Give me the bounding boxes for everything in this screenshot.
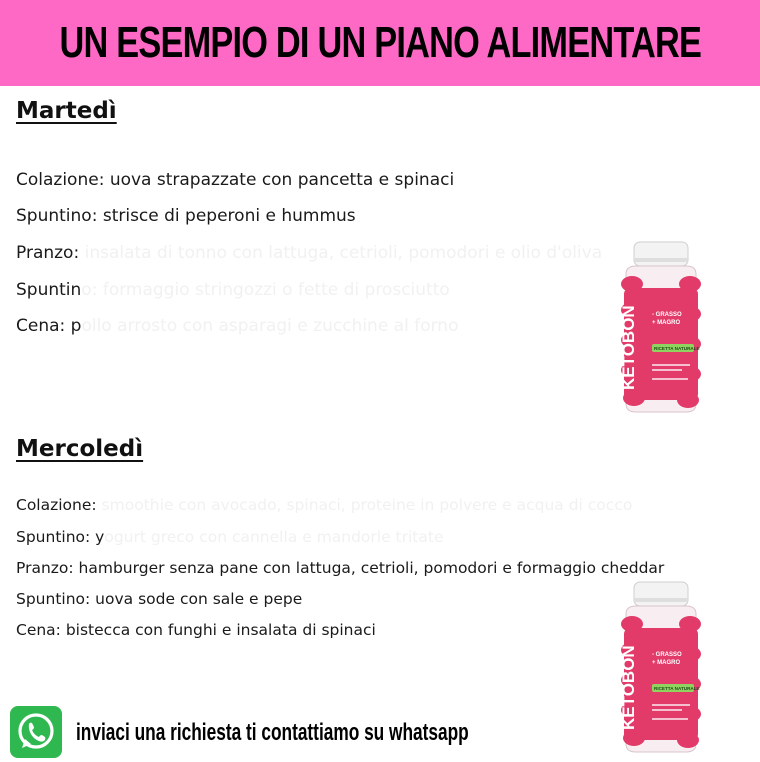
meal-item [16, 170, 454, 190]
product-image [612, 580, 710, 755]
supplement-jar-icon [612, 240, 710, 415]
header-banner [0, 0, 760, 86]
meal-item [16, 559, 664, 577]
meal-text: uova sode con sale e pepe [90, 590, 303, 608]
whatsapp-phone-icon [10, 706, 62, 758]
whatsapp-cta-text[interactable]: inviaci una richiesta ti contattiamo su whatsapp [76, 719, 469, 746]
meal-text: uova strapazzate con pancetta e spinaci [104, 170, 455, 190]
product-image [612, 240, 710, 415]
meal-label: Pranzo: [16, 243, 80, 263]
meal-text: hamburger senza pane con lattuga, cetrioli, pomodori e formaggio cheddar [73, 559, 665, 577]
svg-text:- GRASSO: - GRASSO [652, 312, 682, 318]
product-brand-label: KETOBON [619, 305, 638, 390]
page-title: UN ESEMPIO DI UN PIANO ALIMENTARE [59, 18, 701, 67]
meal-item [16, 590, 302, 608]
meal-item [16, 621, 376, 639]
svg-text:+ MAGRO: + MAGRO [652, 660, 681, 666]
day-heading-mercoledi: Mercoledì [16, 436, 144, 462]
whatsapp-icon[interactable] [10, 706, 62, 758]
meal-item [16, 528, 444, 546]
meal-item [16, 316, 458, 336]
svg-text:+ MAGRO: + MAGRO [652, 320, 681, 326]
meal-label: Colazione: [16, 170, 105, 190]
meal-label: Cena: [16, 621, 61, 639]
svg-text:RICETTA NATURALE: RICETTA NATURALE [654, 346, 700, 351]
meal-label: Cena: p [16, 316, 82, 336]
svg-text:- GRASSO: - GRASSO [652, 652, 682, 658]
meal-item [16, 243, 602, 263]
meal-label: Spuntino: [16, 206, 98, 226]
meal-text: bistecca con funghi e insalata di spinaci [60, 621, 376, 639]
meal-label: Spuntino: y [16, 528, 105, 546]
meal-label: Spuntin [16, 280, 82, 300]
meal-label: Spuntino: [16, 590, 91, 608]
meal-text: o: formaggio stringozzi o fette di prosciutto [81, 280, 450, 300]
meal-text: ogurt greco con cannella e mandorle tritate [104, 528, 444, 546]
meal-label: Pranzo: [16, 559, 74, 577]
meal-text: insalata di tonno con lattuga, cetrioli, pomodori e olio d'oliva [79, 243, 603, 263]
meal-item [16, 496, 632, 514]
svg-text:RICETTA NATURALE: RICETTA NATURALE [654, 686, 700, 691]
supplement-jar-icon [612, 580, 710, 755]
meal-text: strisce di peperoni e hummus [97, 206, 356, 226]
meal-text: smoothie con avocado, spinaci, proteine in polvere e acqua di cocco [96, 496, 633, 514]
day-heading-martedi: Martedì [16, 98, 117, 124]
product-brand-label: KETOBON [619, 645, 638, 730]
meal-item [16, 280, 450, 300]
meal-item [16, 206, 356, 226]
meal-label: Colazione: [16, 496, 97, 514]
meal-text: ollo arrosto con asparagi e zucchine al forno [81, 316, 459, 336]
